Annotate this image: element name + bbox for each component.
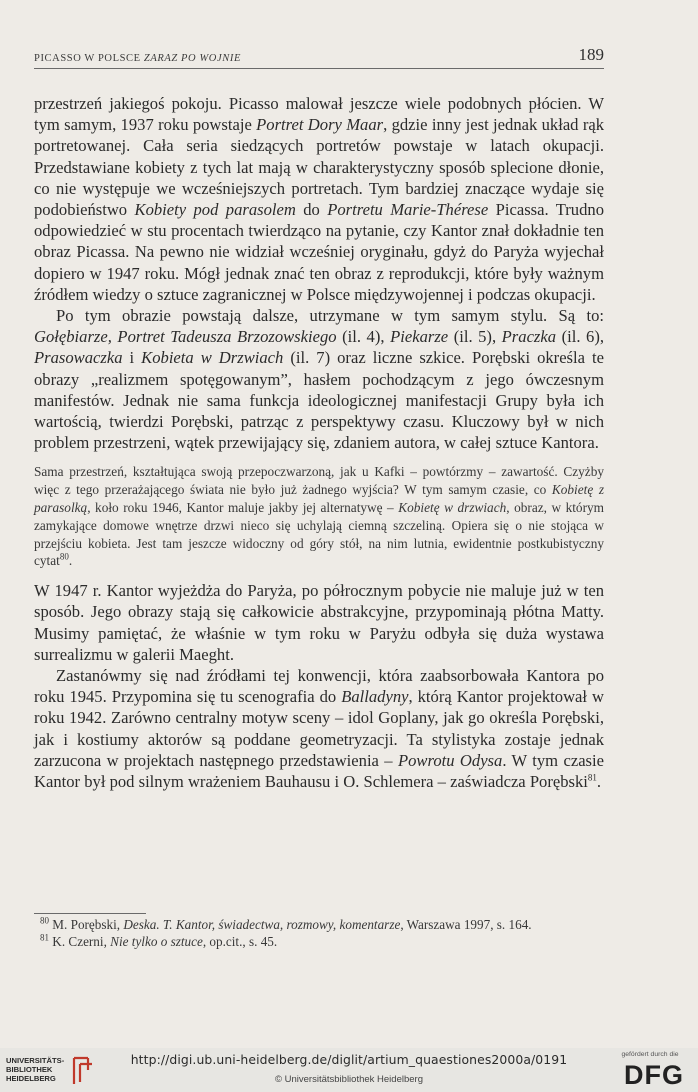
paragraph: Po tym obrazie powstają dalsze, utrzymane w tym samym stylu. Są to: Gołębiarze, Portret Tadeusza Brzozowskiego (il. 4), Piekarze (il. 5), Praczka (il. 6), Prasowaczka i Kobieta w Drzwiach (il. 7) oraz liczne szkice. Porębski określa te obrazy „realizmem spotęgowanym”, hasłem pochodzącym z jego ówczesnym manifestów. Jednak nie sama funkcja ideologicznej manifestacji Grupy była ich wartością, twierdzi Porębski, patrząc z perspektywy czasu. Kluczowy był w nich problem przestrzeni, wątek przewijający się, zdaniem autora, w całej sztuce Kantora. xyxy=(34,306,605,453)
block-quote: Sama przestrzeń, kształtująca swoją przepoczwarzoną, jak u Kafki – powtórzmy – zawartość. Czyżby więc z tego przerażającego świata nie było już żadnego wyjścia? W tym samym czasie, co Kobietę z parasolką, koło roku 1946, Kantor maluje jakby jej alternatywę – Kobietę w drzwiach, obraz, w którym zamykające domowe wnętrze drzwi nieco się uchylają ciemną szczeliną. Opiera się o nie stojąca w przejściu kobieta. Jest tam jeszcze widoczny od góry stół, na nim lutnia, ewidentnie postkubistyczny cytat$^{80}$. xyxy=(34,464,605,569)
footnote-divider xyxy=(34,913,146,914)
permalink-url[interactable]: http://digi.ub.uni-heidelberg.de/diglit/artium_quaestiones2000a/0191 xyxy=(130,1052,568,1067)
copyright-notice: © Universitätsbibliothek Heidelberg xyxy=(275,1074,423,1085)
footnote-80: $^{80}$ M. Porębski, Deska. T. Kantor, świadectwa, rozmowy, komentarze, Warszawa 1997, s. 164. xyxy=(40,915,532,932)
library-name: UNIVERSITÄTS- BIBLIOTHEK HEIDELBERG xyxy=(6,1056,65,1084)
footnote-ref: 80 xyxy=(59,552,69,563)
footnote-81: $^{81}$ K. Czerni, Nie tylko o sztuce, op.cit., s. 45. xyxy=(40,932,278,950)
paragraph: Zastanówmy się nad źródłami tej konwencji, która zaabsorbowała Kantora po roku 1945. Przypomina się tu scenografia do Balladyny, którą Kantor projektował w roku 1942. Zarówno centralny motyw sceny – idol Goplany, jak go określa Porębski, jak i kostiumy aktorów są poddane geometryzacji. Ta stylistyka zostaje jednak zarzucona w projektach następnego przedstawienia – Powrotu Odysa. W tym czasie Kantor był pod silnym wrażeniem Bauhausu i O. Schlemera – zaświadcza Porębski$^{81}$. xyxy=(34,666,604,792)
paragraph: przestrzeń jakiegoś pokoju. Picasso malował jeszcze wiele podobnych płócien. W tym samym, 1937 roku powstaje Portret Dory Maar, gdzie inny jest jednak układ rąk portretowanej. Cała seria siedzących portretów powstaje w latach okupacji. Przedstawiane kobiety z tych lat mają w charakterystyczny sposób splecione dłonie, co nie występuje we wcześniejszych portretach. Tym bardziej znaczące wydaje się podobieństwo Kobiety pod parasolem do Portretu Marie-Thérese Picassa. Trudno odpowiedzieć w stu procentach twierdząco na pytanie, czy Kantor znał dokładnie ten obraz Picassa. Na pewno nie widział wcześniej oryginału, gdyż do Paryża wyjechał dopiero w 1947 roku. Mógł jednak znać ten obraz z reprodukcji, które były ważnym źródłem wiedzy o sztuce zagranicznej w Polsce międzywojennej i podczas okupacji. xyxy=(34,94,605,304)
footnote-ref: 81 xyxy=(587,772,597,783)
library-emblem-icon xyxy=(70,1054,94,1088)
page-header xyxy=(34,46,604,69)
dfg-logo[interactable]: DFG xyxy=(624,1060,684,1090)
page-number: 189 xyxy=(578,45,604,64)
body-text xyxy=(34,93,604,792)
funder-note: gefördert durch die xyxy=(621,1051,679,1058)
paragraph: W 1947 r. Kantor wyjeżdża do Paryża, po półrocznym pobycie nie maluje już w ten sposób. Jego obrazy stają się całkowicie abstrakcyjne, przypominają płótna Matty. Musimy pamiętać, że właśnie w tym roku w Paryżu odbyła się duża wystawa surrealizmu w galerii Maeght. xyxy=(34,581,604,664)
running-head: PICASSO W POLSCE ZARAZ PO WOJNIE xyxy=(34,53,241,64)
footnotes xyxy=(34,916,604,951)
